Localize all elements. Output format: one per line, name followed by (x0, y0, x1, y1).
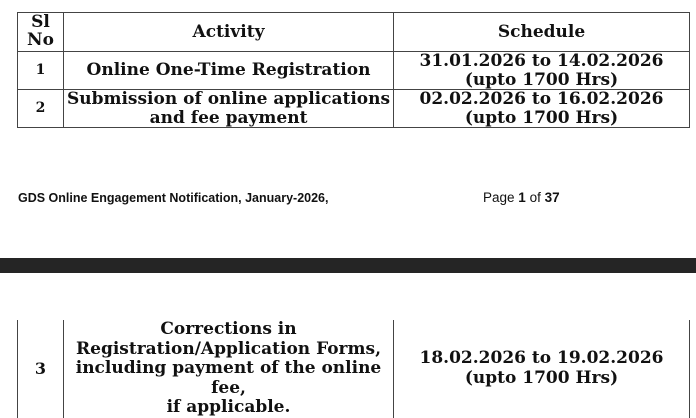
table-header-row (18, 13, 690, 52)
page-current: 1 (518, 190, 526, 205)
activity-line: Submission of online applications (66, 89, 391, 110)
schedule-time: (upto 1700 Hrs) (464, 69, 619, 90)
schedule-dates: 18.02.2026 to 19.02.2026 (419, 348, 664, 369)
header-sl-line1: Sl (31, 12, 50, 33)
page-total: 37 (544, 190, 560, 205)
row-sl-no: 1 (18, 52, 64, 90)
header-schedule: Schedule (394, 13, 690, 52)
schedule-dates: 31.01.2026 to 14.02.2026 (419, 51, 664, 72)
header-sl-no (18, 13, 64, 52)
row-activity (64, 52, 394, 90)
activity-line: including payment of the online fee, (75, 358, 382, 398)
page-number (483, 190, 560, 205)
activity-line: Corrections in (160, 319, 297, 339)
page-of: of (529, 190, 541, 205)
schedule-table-continued (17, 320, 690, 418)
row-activity (64, 90, 394, 128)
schedule-time: (upto 1700 Hrs) (464, 107, 619, 128)
schedule-table (17, 12, 690, 128)
activity-line: Registration/Application Forms, (76, 338, 381, 359)
page-break-divider (0, 258, 696, 273)
header-activity: Activity (64, 13, 394, 52)
table-row (18, 320, 690, 418)
page-prefix: Page (483, 190, 515, 205)
row-sl-no: 3 (18, 320, 64, 418)
row-activity (64, 320, 394, 418)
schedule-dates: 02.02.2026 to 16.02.2026 (419, 89, 664, 110)
schedule-time: (upto 1700 Hrs) (464, 367, 619, 388)
row-schedule (394, 320, 690, 418)
row-schedule (394, 52, 690, 90)
activity-line: and fee payment (149, 107, 308, 128)
row-sl-no: 2 (18, 90, 64, 128)
header-sl-line2: No (27, 30, 54, 50)
table-row (18, 90, 690, 128)
table-row (18, 52, 690, 90)
activity-line: Online One-Time Registration (86, 60, 371, 81)
activity-line: if applicable. (166, 397, 291, 418)
row-schedule (394, 90, 690, 128)
footer-title: GDS Online Engagement Notification, January-2026, (18, 191, 329, 205)
